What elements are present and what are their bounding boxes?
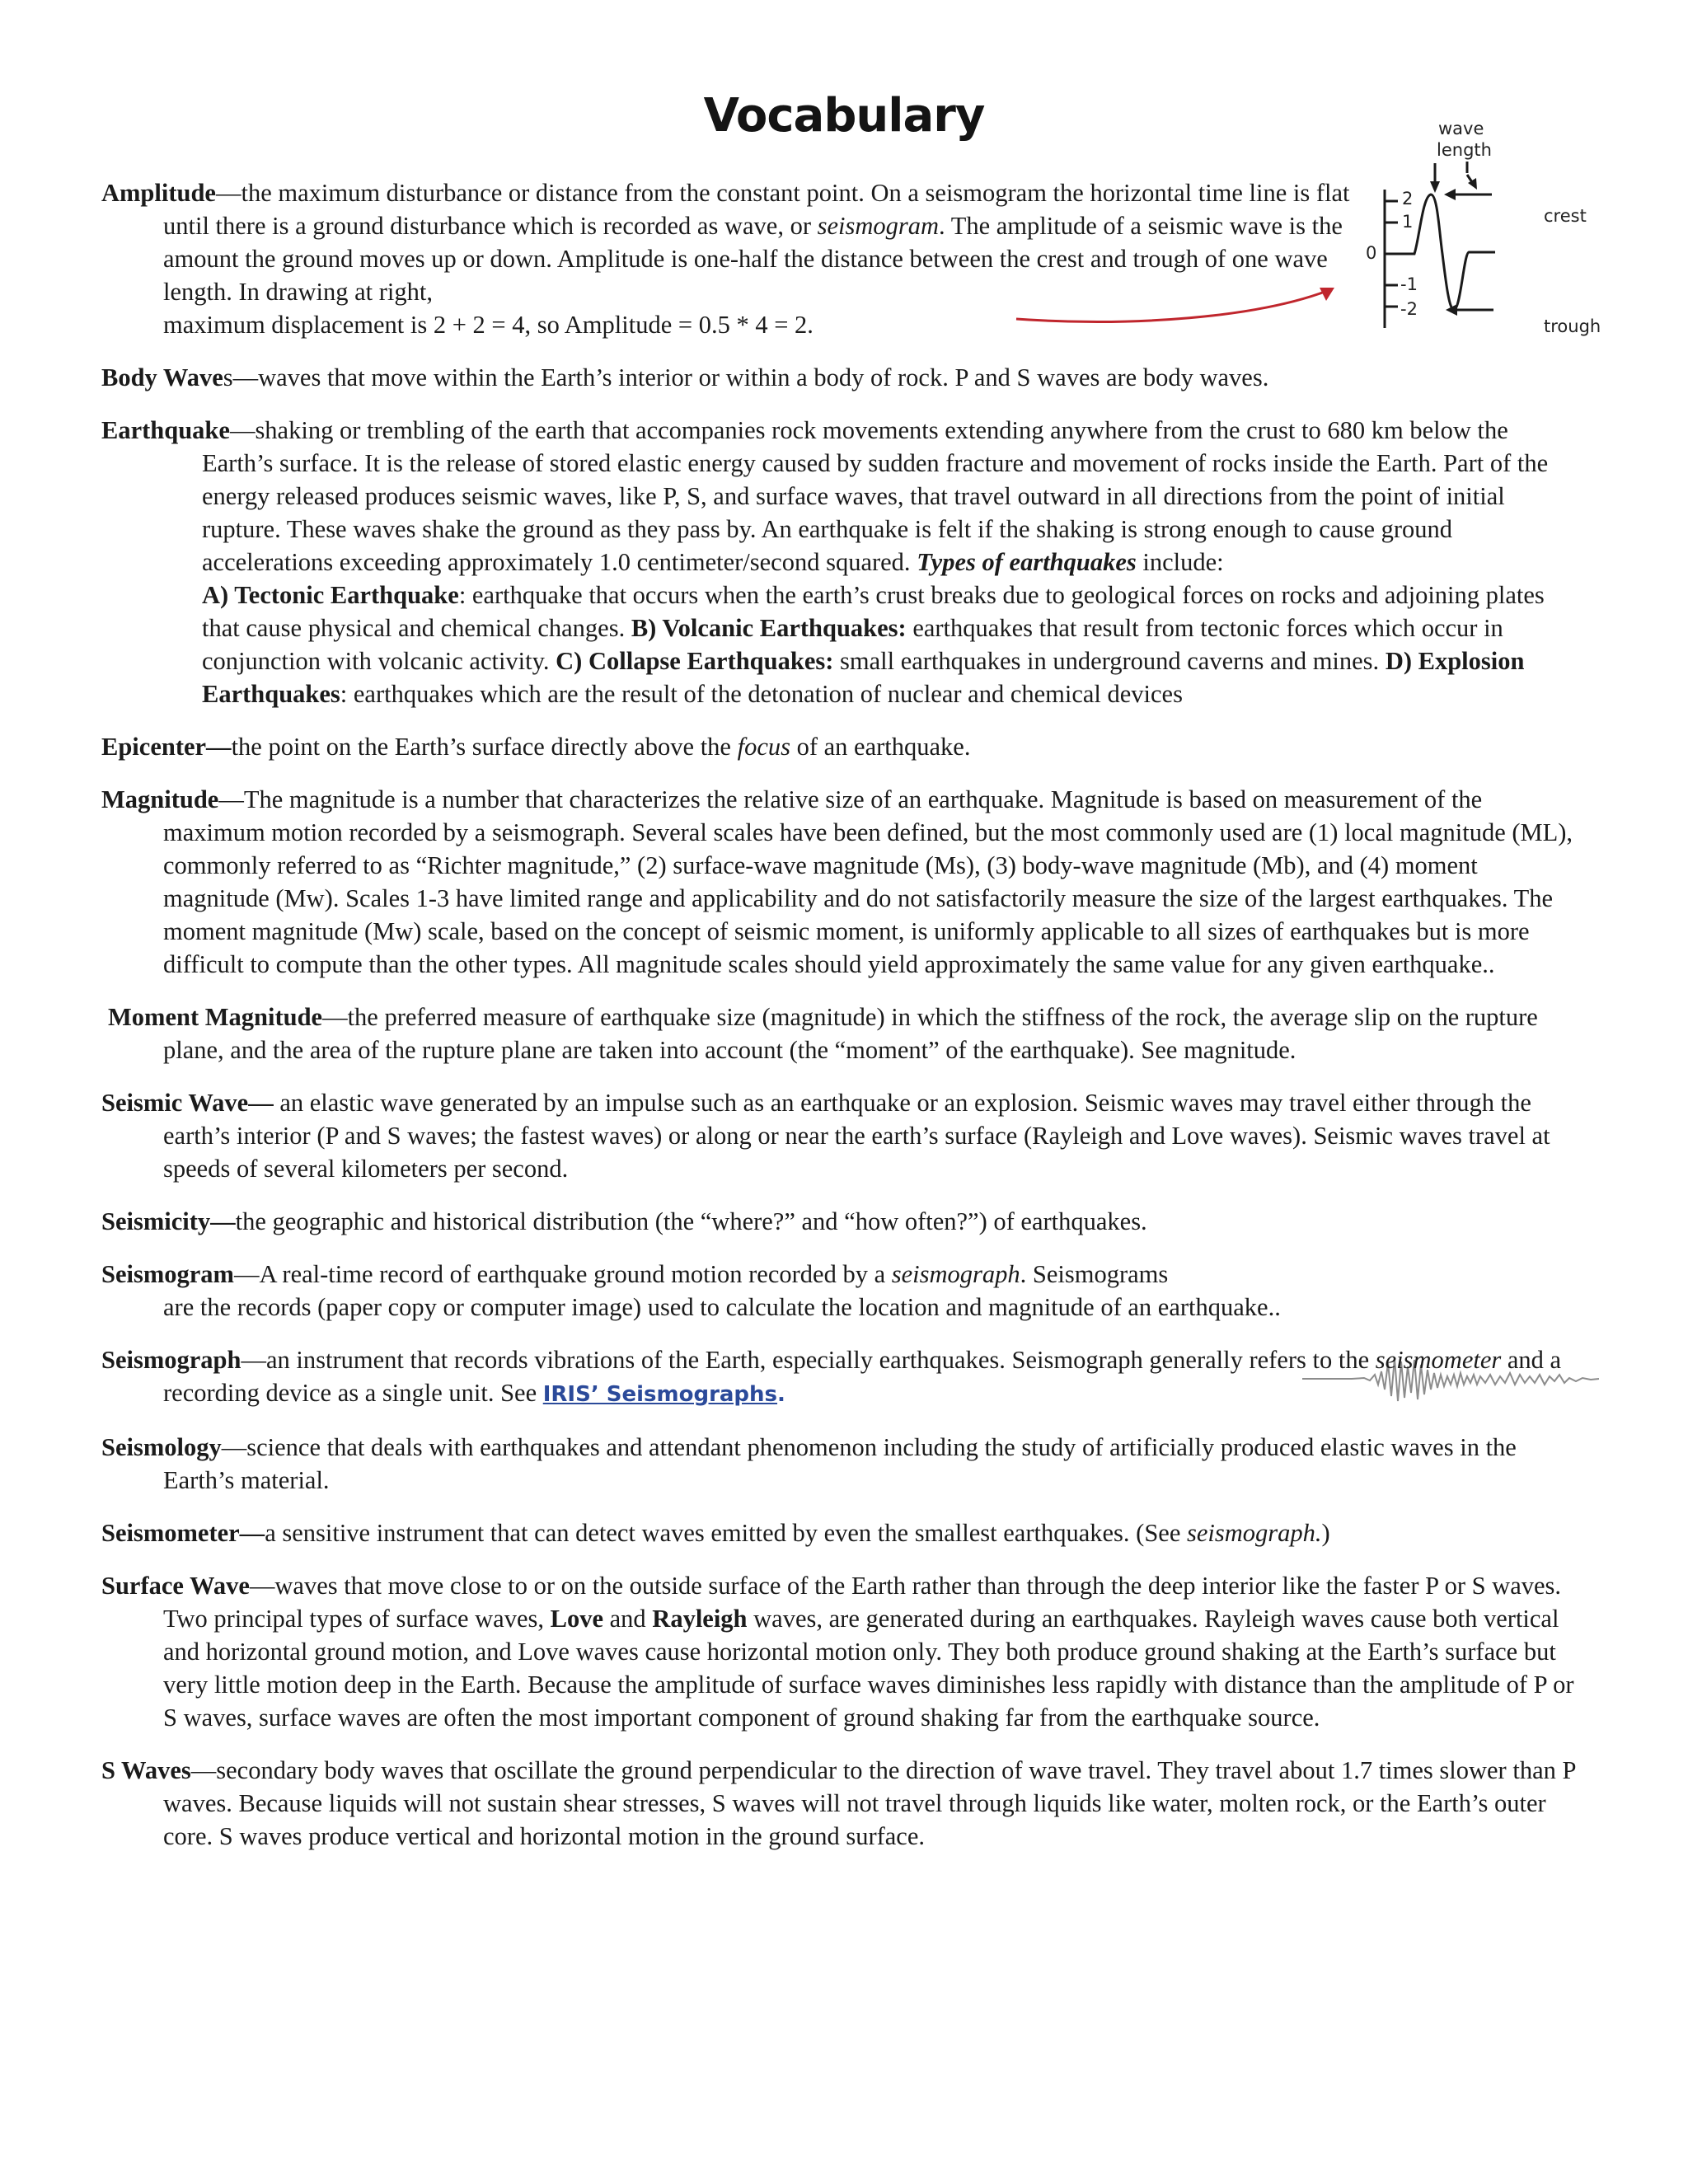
seismometer-text-1: a sensitive instrument that can detect waves emitted by even the smallest earthquakes. (See bbox=[265, 1519, 1187, 1547]
seismometer-italic-seismograph: seismograph. bbox=[1187, 1519, 1322, 1547]
entry-seismograph bbox=[101, 1343, 1585, 1411]
entry-amplitude bbox=[101, 176, 1354, 341]
wave-label-line1: wave bbox=[1438, 119, 1484, 138]
term-seismograph: Seismograph bbox=[101, 1346, 241, 1374]
term-s-waves: S Waves bbox=[101, 1756, 191, 1784]
seismograph-text-2: and a recording device as a single unit. See bbox=[163, 1346, 1562, 1407]
earthquake-type-a-label: A) Tectonic Earthquake bbox=[202, 581, 459, 609]
amplitude-text-3: maximum displacement is 2 + 2 = 4, so Amplitude = 0.5 * 4 = 2. bbox=[163, 311, 814, 339]
term-seismic-wave: Seismic Wave— bbox=[101, 1089, 274, 1117]
entry-earthquake bbox=[101, 414, 1585, 710]
entry-s-waves bbox=[101, 1754, 1585, 1853]
term-surface-wave: Surface Wave bbox=[101, 1572, 250, 1600]
length-label bbox=[1437, 140, 1492, 160]
entry-epicenter bbox=[101, 730, 1585, 763]
earthquake-type-b-label: B) Volcanic Earthquakes: bbox=[631, 614, 907, 642]
seismograph-italic-seismometer: seismometer bbox=[1375, 1346, 1502, 1374]
seismograph-text-1: —an instrument that records vibrations of the Earth, especially earthquakes. Seismograph generally refers to the bbox=[241, 1346, 1376, 1374]
epicenter-italic-focus: focus bbox=[737, 733, 790, 761]
entry-moment-magnitude bbox=[101, 1001, 1585, 1066]
term-body-waves: Body Wave bbox=[101, 363, 223, 391]
term-seismogram: Seismogram bbox=[101, 1260, 234, 1288]
earthquake-text-2: include: bbox=[1136, 548, 1224, 576]
term-seismicity: Seismicity— bbox=[101, 1207, 236, 1235]
page-title: Vocabulary bbox=[703, 89, 985, 143]
s-waves-text: —secondary body waves that oscillate the ground perpendicular to the direction of wave travel. They travel about 1.7 times slower than P waves. Because liquids will not sustain shear stresses, S waves will not travel through liquids like water, molten rock, or the Earth’s outer core. S waves produce vertical and horizontal motion in the ground surface. bbox=[163, 1756, 1576, 1850]
earthquake-type-d-label: D) Explosion Earthquakes bbox=[202, 647, 1525, 708]
term-amplitude: Amplitude bbox=[101, 179, 216, 207]
entry-seismicity bbox=[101, 1205, 1585, 1238]
entry-magnitude bbox=[101, 783, 1585, 981]
crest-label: crest bbox=[1544, 206, 1587, 226]
entry-seismic-wave bbox=[101, 1086, 1585, 1185]
magnitude-text: —The magnitude is a number that characterizes the relative size of an earthquake. Magnitude is based on measurement of the maximum motion recorded by a seismograph. Several scales have been defined, but the most commonly used are (1) local magnitude (ML), commonly referred to as “Richter magnitude,” (2) surface-wave magnitude (Ms), (3) body-wave magnitude (Mb), and (4) moment magnitude (Mw). Scales 1-3 have limited range and applicability and do not satisfactorily measure the size of the largest earthquakes. The moment magnitude (Mw) scale, based on the concept of seismic moment, is uniformly applicable to all sizes of earthquakes but is more difficult to compute than the other types. All magnitude scales should yield approximately the same value for any given earthquake.. bbox=[163, 785, 1573, 978]
entry-seismology bbox=[101, 1431, 1585, 1497]
seismogram-text-3: are the records (paper copy or computer image) used to calculate the location and magnitude of an earthquake.. bbox=[163, 1293, 1281, 1321]
seismograph-text-3: . bbox=[777, 1382, 785, 1407]
amplitude-text-1: the maximum disturbance or distance from the constant point. On a seismogram the horizontal time line is flat until there is a ground disturbance which is recorded as wave, or bbox=[163, 179, 1350, 240]
tick-label-0: 0 bbox=[1366, 243, 1377, 263]
earthquake-type-b-text: earthquakes that result from tectonic forces which occur in conjunction with volcanic activity. bbox=[202, 614, 1503, 675]
earthquake-types-label: Types of earthquakes bbox=[917, 548, 1137, 576]
earthquake-type-a-text: : earthquake that occurs when the earth’s crust breaks due to geological forces on rocks and adjoining plates that cause physical and chemical changes. bbox=[202, 581, 1545, 642]
term-magnitude: Magnitude bbox=[101, 785, 219, 813]
tick-label-minus-1: -1 bbox=[1400, 274, 1418, 294]
wave-label-line2: length bbox=[1437, 140, 1492, 160]
moment-magnitude-text: —the preferred measure of earthquake size (magnitude) in which the stiffness of the rock, the average slip on the rupture plane, and the area of the rupture plane are taken into account (the “moment” of the earthquake). See magnitude. bbox=[163, 1003, 1538, 1064]
wave-label bbox=[1438, 119, 1484, 138]
amplitude-text-2: . The amplitude of a seismic wave is the amount the ground moves up or down. Amplitude is one-half the distance between the crest and trough of one wave length. In drawing at right, bbox=[163, 212, 1343, 306]
seismogram-text-2: . Seismograms bbox=[1020, 1260, 1169, 1288]
seismicity-text: the geographic and historical distribution (the “where?” and “how often?”) of earthquakes. bbox=[235, 1207, 1147, 1235]
entry-seismogram bbox=[101, 1258, 1585, 1324]
surface-wave-love: Love bbox=[550, 1605, 603, 1633]
epicenter-text-1: the point on the Earth’s surface directly above the bbox=[231, 733, 738, 761]
amplitude-sep: — bbox=[215, 179, 241, 207]
tick-label-1: 1 bbox=[1402, 212, 1414, 232]
iris-seismographs-link[interactable]: IRIS’ Seismographs bbox=[542, 1382, 778, 1407]
seismology-text: —science that deals with earthquakes and attendant phenomenon including the study of artificially produced elastic waves in the Earth’s material. bbox=[163, 1433, 1517, 1494]
epicenter-text-2: of an earthquake. bbox=[790, 733, 971, 761]
surface-wave-text-3: waves, are generated during an earthquakes. Rayleigh waves cause both vertical and horizontal ground motion, and Love waves cause horizontal motion only. They both produce ground shaking at the Earth’s surface but very little motion deep in the Earth. Because the amplitude of surface waves diminishes less rapidly with distance than the amplitude of P or S waves, surface waves are often the most important component of ground shaking far from the earthquake source. bbox=[163, 1605, 1574, 1732]
surface-wave-text-1: —waves that move close to or on the outside surface of the Earth rather than through the deep interior like the faster P or S waves. Two principal types of surface waves, bbox=[163, 1572, 1562, 1633]
earthquake-type-d-text: : earthquakes which are the result of the detonation of nuclear and chemical devices bbox=[340, 680, 1183, 708]
body-waves-text: —waves that move within the Earth’s interior or within a body of rock. P and S waves are body waves. bbox=[232, 363, 1269, 391]
term-seismology: Seismology bbox=[101, 1433, 222, 1461]
term-epicenter: Epicenter— bbox=[101, 733, 232, 761]
entry-surface-wave bbox=[101, 1569, 1585, 1734]
surface-wave-rayleigh: Rayleigh bbox=[652, 1605, 748, 1633]
term-seismometer: Seismometer— bbox=[101, 1519, 265, 1547]
vocabulary-list bbox=[101, 176, 1585, 1872]
amplitude-italic-seismogram: seismogram bbox=[817, 212, 940, 240]
term-moment-magnitude: Moment Magnitude bbox=[108, 1003, 323, 1031]
seismic-wave-text: an elastic wave generated by an impulse such as an earthquake or an explosion. Seismic waves may travel either through the earth’s interior (P and S waves; the fastest waves) or along or near the earth’s surface (Rayleigh and Love waves). Seismic waves travel at speeds of several kilometers per second. bbox=[163, 1089, 1550, 1183]
surface-wave-text-2: and bbox=[603, 1605, 653, 1633]
entry-seismometer bbox=[101, 1516, 1585, 1549]
earthquake-text-1: —shaking or trembling of the earth that accompanies rock movements extending anywhere from the crust to 680 km below the Earth’s surface. It is the release of stored elastic energy caused by sudden fracture and movement of rocks inside the Earth. Part of the energy released produces seismic waves, like P, S, and surface waves, that travel outward in all directions from the point of initial rupture. These waves shake the ground as they pass by. An earthquake is felt if the shaking is strong enough to cause ground accelerations exceeding approximately 1.0 centimeter/second squared. bbox=[202, 416, 1549, 576]
trough-label: trough bbox=[1544, 316, 1601, 336]
tick-label-minus-2: -2 bbox=[1400, 299, 1418, 319]
tick-label-2: 2 bbox=[1402, 189, 1414, 209]
seismogram-text-1: —A real-time record of earthquake ground motion recorded by a bbox=[233, 1260, 892, 1288]
entry-body-waves bbox=[101, 361, 1585, 394]
body-waves-suffix: s bbox=[223, 363, 233, 391]
earthquake-type-c-label: C) Collapse Earthquakes: bbox=[556, 647, 834, 675]
seismogram-italic-seismograph: seismograph bbox=[891, 1260, 1020, 1288]
seismometer-text-2: ) bbox=[1321, 1519, 1330, 1547]
earthquake-type-c-text: small earthquakes in underground caverns and mines. bbox=[833, 647, 1386, 675]
term-earthquake: Earthquake bbox=[101, 416, 230, 444]
